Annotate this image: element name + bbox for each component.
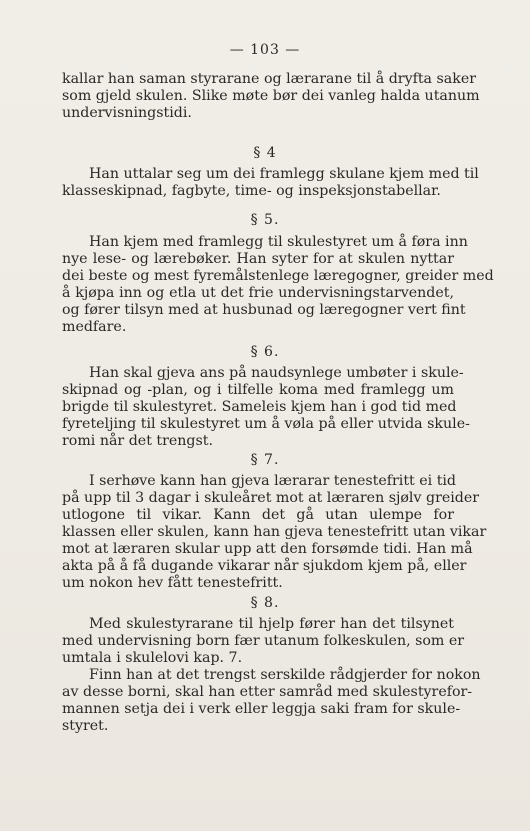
section-heading: § 6.: [250, 344, 280, 360]
paragraph-line: utlogone til vikar. Kann det gå utan ulempe for: [62, 507, 454, 523]
paragraph-line: klassen eller skulen, kann han gjeva tenestefritt utan vikar: [62, 524, 487, 540]
paragraph-line: Med skulestyrarane til hjelp fører han det tilsynet: [89, 616, 454, 632]
section-heading: § 7.: [250, 452, 280, 468]
paragraph-line: skipnad og -plan, og i tilfelle koma med framlegg um: [62, 382, 454, 398]
section-heading: § 4: [253, 145, 277, 161]
paragraph-line: nye lese- og lærebøker. Han syter for at skulen nyttar: [62, 251, 454, 267]
intro-line: undervisningstidi.: [62, 105, 192, 121]
paragraph-line: styret.: [62, 718, 109, 734]
paragraph-line: Finn han at det trengst serskilde rådgjerder for nokon: [89, 667, 481, 683]
paragraph-line: dei beste og mest fyremålstenlege læregogner, greider med: [62, 268, 494, 284]
paragraph-line: mot at læraren skular upp att den forsømde tidi. Han må: [62, 541, 473, 557]
paragraph-line: mannen setja dei i verk eller leggja saki fram for skule-: [62, 701, 461, 717]
section-heading: § 5.: [250, 212, 280, 228]
paragraph-line: Han skal gjeva ans på naudsynlege umbøter i skule-: [89, 365, 464, 381]
paragraph-line: um nokon hev fått tenestefritt.: [62, 575, 283, 591]
paragraph-line: med undervisning born fær utanum folkeskulen, som er: [62, 633, 465, 649]
paragraph-line: akta på å få dugande vikarar når sjukdom kjem på, eller: [62, 558, 467, 574]
paragraph-line: Han kjem med framlegg til skulestyret um å føra inn: [89, 234, 468, 250]
paragraph-line: fyreteljing til skulestyret um å vøla på eller utvida skule-: [62, 416, 470, 432]
paragraph-line: og fører tilsyn med at husbunad og læregogner vert fint: [62, 302, 466, 318]
paragraph-line: romi når det trengst.: [62, 433, 213, 449]
page-number: — 103 —: [229, 42, 301, 58]
paragraph-line: å kjøpa inn og etla ut det frie undervisningstarvendet,: [62, 285, 454, 301]
paragraph-line: medfare.: [62, 319, 127, 335]
paragraph-line: på upp til 3 dagar i skuleåret mot at læraren sjølv greider: [62, 490, 480, 506]
paragraph-line: Han uttalar seg um dei framlegg skulane kjem med til: [89, 166, 479, 182]
paragraph-line: klasseskipnad, fagbyte, time- og inspeksjonstabellar.: [62, 183, 441, 199]
paragraph-line: I serhøve kann han gjeva lærarar tenestefritt ei tid: [89, 473, 457, 489]
intro-line: som gjeld skulen. Slike møte bør dei vanleg halda utanum: [62, 88, 480, 104]
intro-line: kallar han saman styrarane og lærarane til å dryfta saker: [62, 71, 477, 87]
section-heading: § 8.: [250, 595, 280, 611]
paragraph-line: umtala i skulelovi kap. 7.: [62, 650, 243, 666]
paragraph-line: av desse borni, skal han etter samråd med skulestyrefor-: [62, 684, 473, 700]
paragraph-line: brigde til skulestyret. Sameleis kjem han i god tid med: [62, 399, 457, 415]
